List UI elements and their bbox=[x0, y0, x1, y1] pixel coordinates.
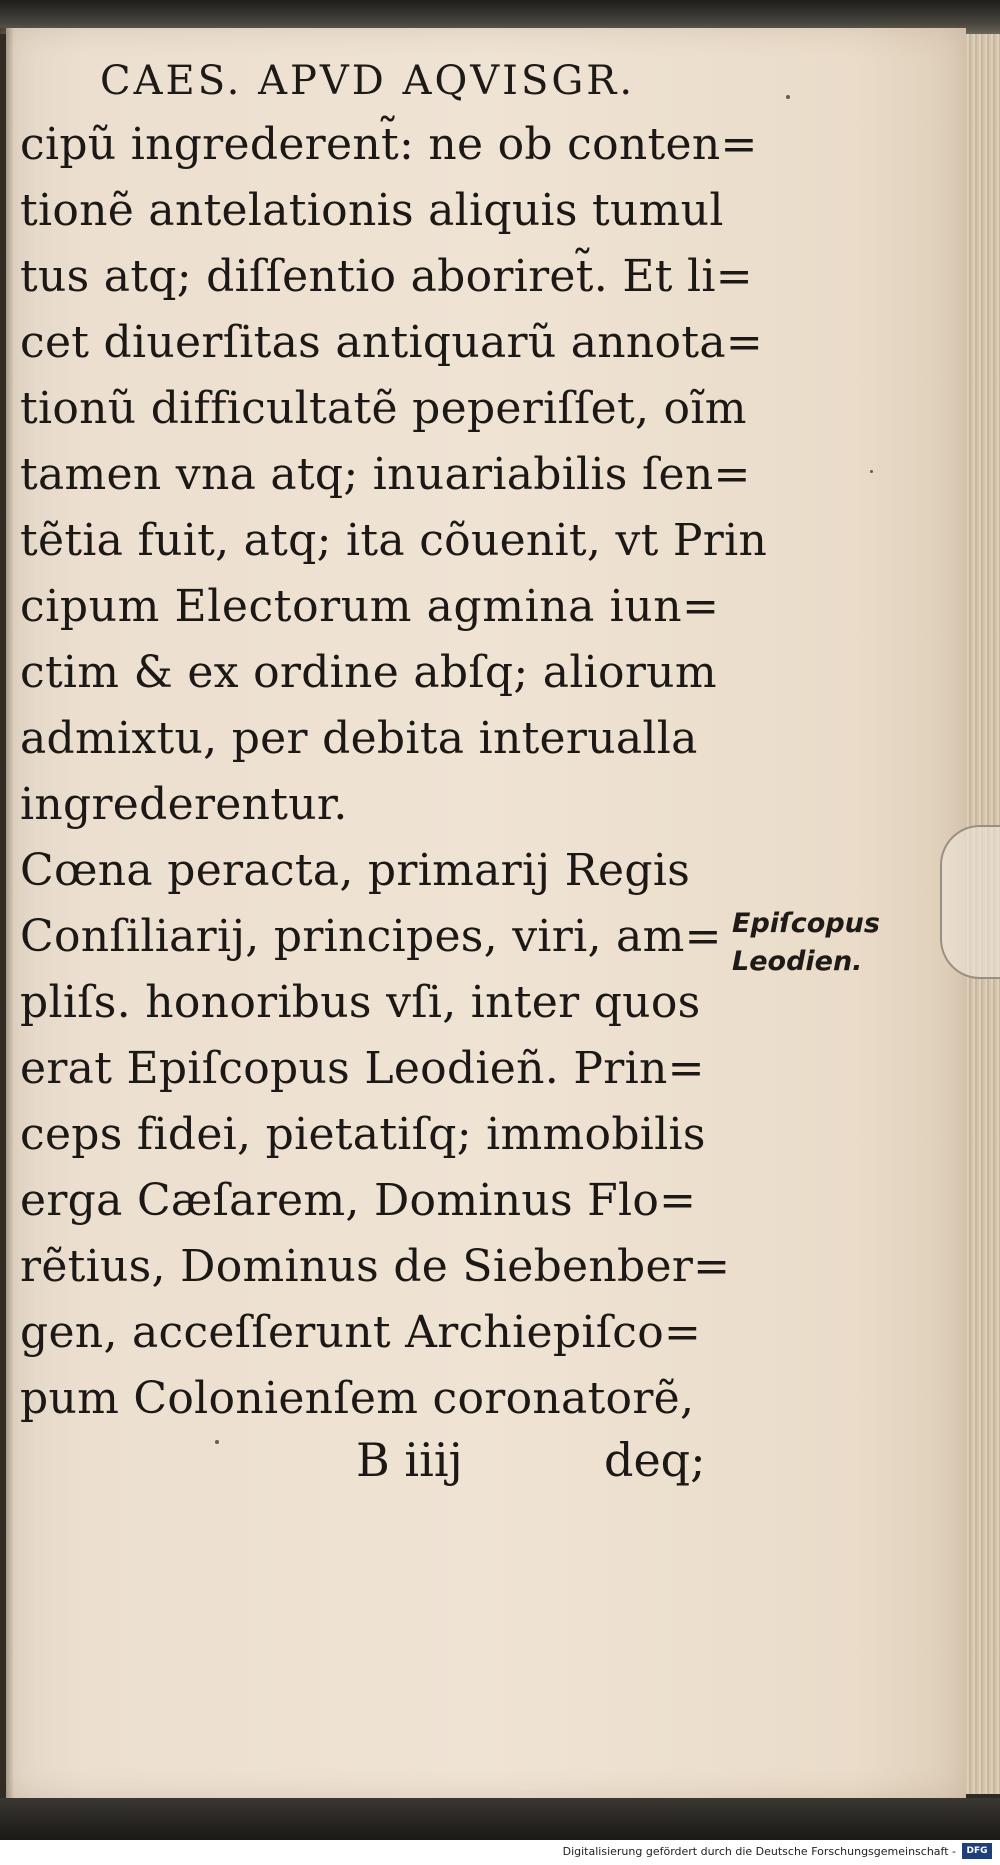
text-line: ceps fidei, pietatiſq; immobilis bbox=[20, 1109, 706, 1160]
paper-speck bbox=[215, 1440, 219, 1444]
signature-mark: B iiij bbox=[356, 1433, 463, 1487]
footer-credit: Digitalisierung gefördert durch die Deutsche Forschungsgemeinschaft - bbox=[562, 1845, 956, 1858]
text-line: erat Epiſcopus Leodieñ. Prin= bbox=[20, 1043, 705, 1094]
text-line: tamen vna atq; inuariabilis ſen= bbox=[20, 449, 751, 500]
page-clip-tab bbox=[940, 825, 1000, 979]
signature-line bbox=[356, 1425, 716, 1495]
margin-note bbox=[732, 905, 882, 981]
paper-speck bbox=[870, 470, 873, 473]
text-line: Cœna peracta, primarij Regis bbox=[20, 845, 691, 896]
catchword: deq; bbox=[604, 1433, 706, 1487]
text-line: tionũ difficultatẽ peperiſſet, oĩm bbox=[20, 383, 747, 434]
gutter-shadow bbox=[0, 28, 14, 1798]
text-line: ingrederentur. bbox=[20, 779, 348, 830]
text-line: gen, acceſſerunt Archiepiſco= bbox=[20, 1307, 702, 1358]
text-line: ctim & ex ordine abſq; aliorum bbox=[20, 647, 717, 698]
text-line: cipum Electorum agmina iun= bbox=[20, 581, 720, 632]
text-line: pliſs. honoribus vſi, inter quos bbox=[20, 977, 701, 1028]
margin-note-line: Epiſcopus bbox=[732, 908, 880, 939]
text-line: admixtu, per debita interualla bbox=[20, 713, 698, 764]
paper-speck bbox=[786, 95, 790, 99]
text-line: tẽtia fuit, atq; ita cõuenit, vt Prin bbox=[20, 515, 768, 566]
body-text bbox=[20, 112, 768, 1432]
text-line: tionẽ antelationis aliquis tumul bbox=[20, 185, 724, 236]
book-bottom-edge bbox=[0, 1798, 1000, 1840]
running-head: CAES. APVD AQVISGR. bbox=[100, 58, 636, 104]
text-line: tus atq; diſſentio aboriret̃. Et li= bbox=[20, 251, 753, 302]
margin-note-line: Leodien. bbox=[732, 946, 863, 977]
text-line: Conſiliarij, principes, viri, am= bbox=[20, 911, 722, 962]
text-line: erga Cæſarem, Dominus Flo= bbox=[20, 1175, 697, 1226]
dfg-logo: DFG bbox=[962, 1843, 992, 1859]
text-line: rẽtius, Dominus de Siebenber= bbox=[20, 1241, 731, 1292]
text-line: cet diuerſitas antiquarũ annota= bbox=[20, 317, 764, 368]
text-line: cipũ ingrederent̃: ne ob conten= bbox=[20, 119, 758, 170]
text-line: pum Colonienſem coronatorẽ, bbox=[20, 1373, 695, 1424]
